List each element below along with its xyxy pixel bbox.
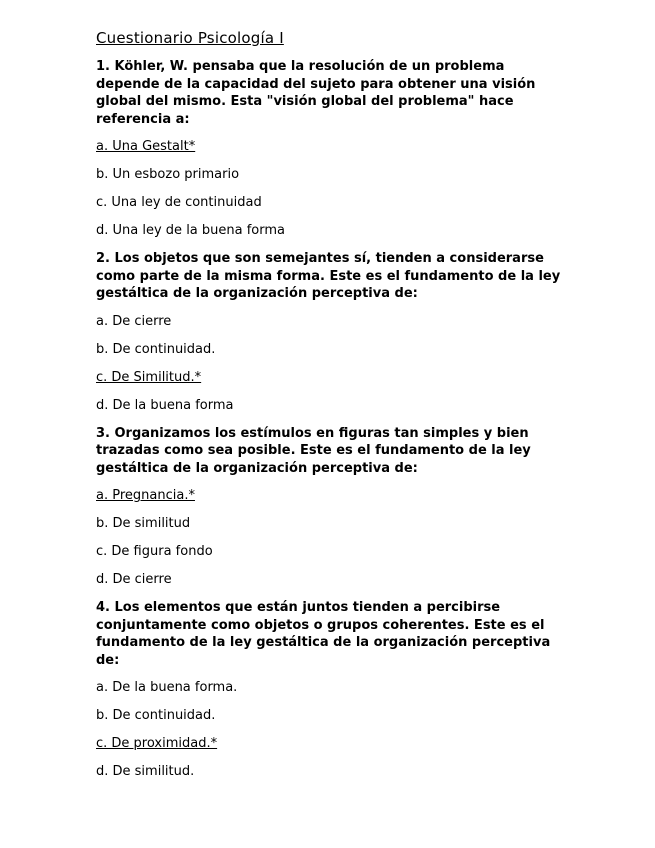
option-a: a. De cierre [96,313,172,329]
option-c: c. De proximidad.* [96,736,218,751]
question-4 [96,599,566,781]
option-b: b. De continuidad. [96,708,216,723]
option-a: a. De la buena forma. [96,680,238,695]
option-b: b. Un esbozo primario [96,167,240,182]
document-page [96,28,566,791]
question-2 [96,250,566,415]
option-a: a. Pregnancia.* [96,488,195,503]
option-b: b. De continuidad. [96,341,216,357]
option-c: c. Una ley de continuidad [96,195,262,210]
document-title: Cuestionario Psicología I [96,29,284,47]
option-c: c. De figura fondo [96,544,213,559]
option-a: a. Una Gestalt* [96,139,196,154]
question-text: 3. Organizamos los estímulos en figuras tan simples y bien trazadas como sea posible. Este es el fundamento de la ley gestáltica de la organización perceptiva de: [96,425,531,476]
option-d: d. De la buena forma [96,397,234,413]
option-d: d. Una ley de la buena forma [96,223,286,238]
question-3 [96,425,566,590]
option-b: b. De similitud [96,516,191,531]
question-text: 1. Köhler, W. pensaba que la resolución de un problema depende de la capacidad del sujeto para obtener una visión global del mismo. Esta "visión global del problema" hace referencia a: [96,59,536,127]
option-d: d. De similitud. [96,764,195,779]
question-text: 2. Los objetos que son semejantes sí, tienden a considerarse como parte de la misma forma. Este es el fundamento de la ley gestáltica de la organización perceptiva de: [96,251,561,301]
question-text: 4. Los elementos que están juntos tienden a percibirse conjuntamente como objetos o grupos coherentes. Este es el fundamento de la ley gestáltica de la organización perceptiva de: [96,600,551,668]
question-1 [96,58,566,240]
option-d: d. De cierre [96,572,172,587]
option-c: c. De Similitud.* [96,369,202,385]
